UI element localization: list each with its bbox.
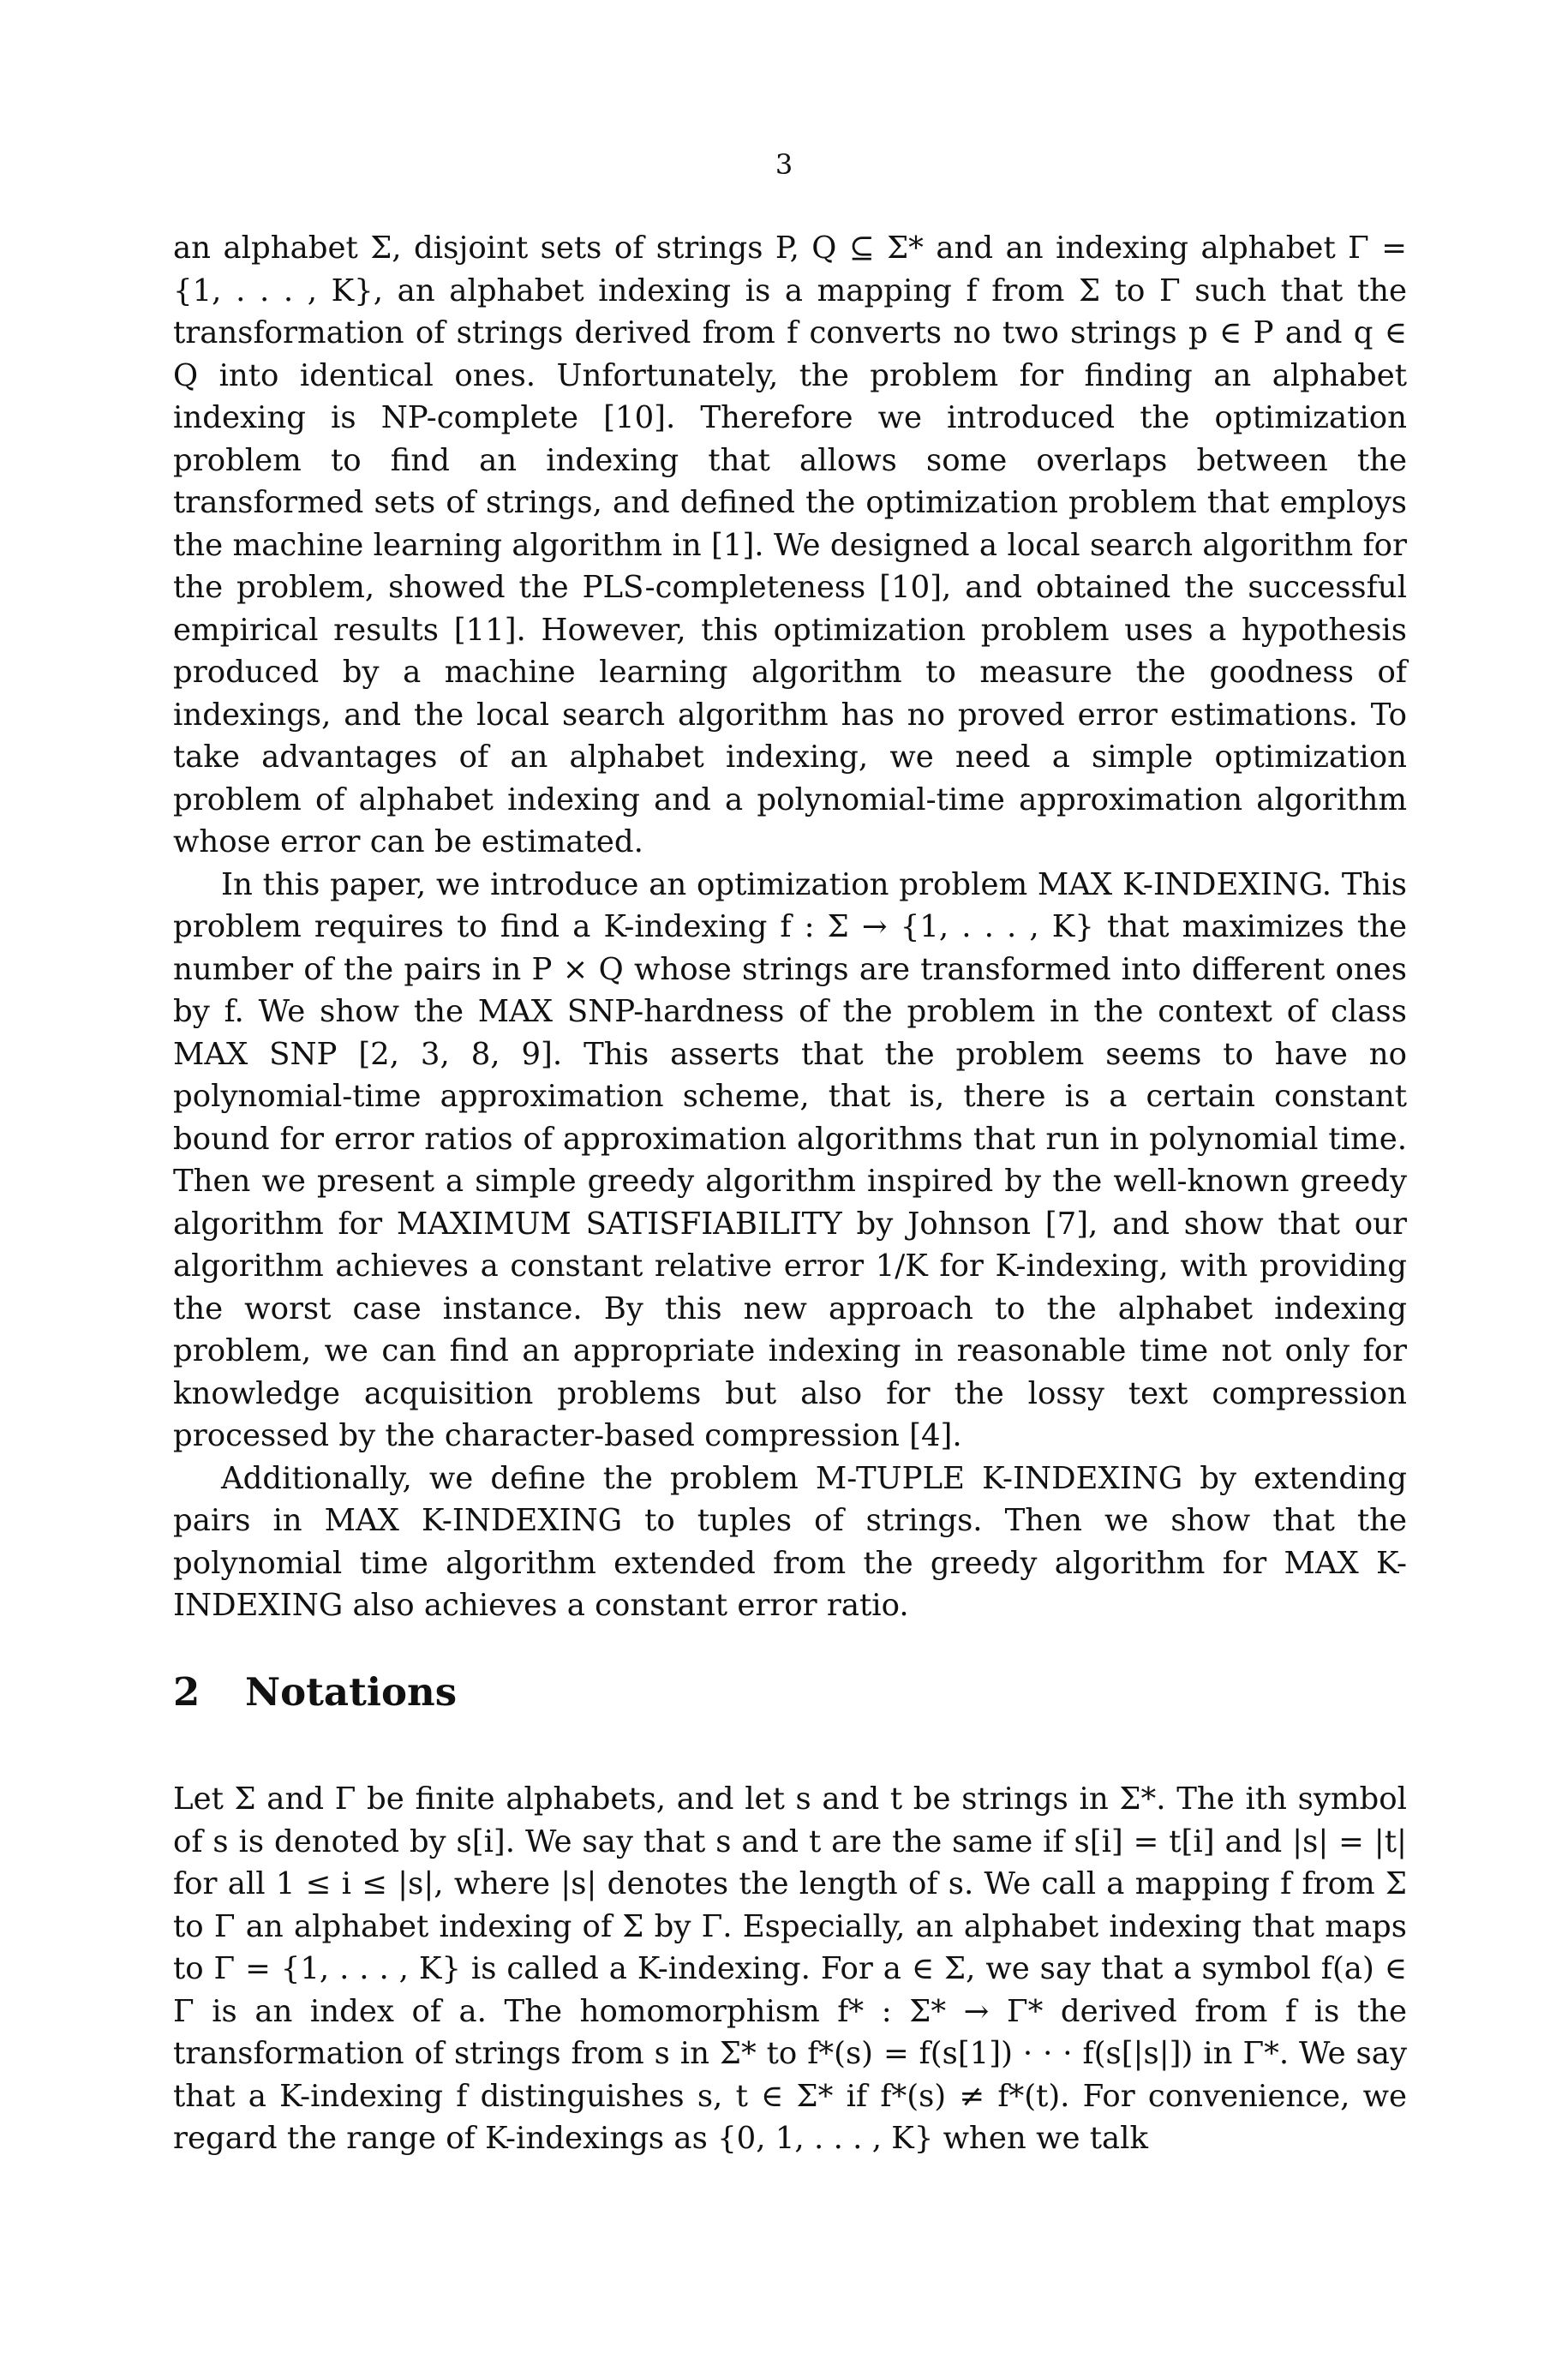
notations-body (173, 1778, 1407, 2160)
section-number: 2 (173, 1669, 200, 1715)
paragraph-m-tuple-indexing: Additionally, we define the problem M-TUPLE K-INDEXING by extending pairs in MAX K-INDEXING to tuples of strings. Then we show that the polynomial time algorithm extended from the greedy algorithm for MAX K-INDEXING also achieves a constant error ratio. (173, 1460, 1407, 1623)
introduction-body (173, 227, 1407, 1627)
section-title: Notations (245, 1669, 458, 1715)
section-heading (173, 1667, 1407, 1718)
paragraph-max-k-indexing: In this paper, we introduce an optimization problem MAX K-INDEXING. This problem requires to find a K-indexing f : Σ → {1, . . . , K} that maximizes the number of the pairs in P × Q whose strings are transformed into different ones by f. We show the MAX SNP-hardness of the problem in the context of class MAX SNP [2, 3, 8, 9]. This asserts that the problem seems to have no polynomial-time approximation scheme, that is, there is a certain constant bound for error ratios of approximation algorithms that run in polynomial time. Then we present a simple greedy algorithm inspired by the well-known greedy algorithm for MAXIMUM SATISFIABILITY by Johnson [7], and show that our algorithm achieves a constant relative error 1/K for K-indexing, with providing the worst case instance. By this new approach to the alphabet indexing problem, we can find an appropriate indexing in reasonable time not only for knowledge acquisition problems but also for the lossy text compression processed by the character-based compression [4]. (173, 866, 1407, 1453)
paragraph-notations: Let Σ and Γ be finite alphabets, and let s and t be strings in Σ*. The ith symbol of s is denoted by s[i]. We say that s and t are the same if s[i] = t[i] and |s| = |t| for all 1 ≤ i ≤ |s|, where |s| denotes the length of s. We call a mapping f from Σ to Γ an alphabet indexing of Σ by Γ. Especially, an alphabet indexing that maps to Γ = {1, . . . , K} is called a K-indexing. For a ∈ Σ, we say that a symbol f(a) ∈ Γ is an index of a. The homomorphism f* : Σ* → Γ* derived from f is the transformation of strings from s in Σ* to f*(s) = f(s[1]) · · · f(s[|s|]) in Γ*. We say that a K-indexing f distinguishes s, t ∈ Σ* if f*(s) ≠ f*(t). For convenience, we regard the range of K-indexings as {0, 1, . . . , K} when we talk (173, 1781, 1407, 2156)
page-number: 3 (775, 148, 793, 181)
paragraph-alphabet-indexing: an alphabet Σ, disjoint sets of strings P, Q ⊆ Σ* and an indexing alphabet Γ = {1, . . . , K}, an alphabet indexing is a mapping f from Σ to Γ such that the transformation of strings derived from f converts no two strings p ∈ P and q ∈ Q into identical ones. Unfortunately, the problem for finding an alphabet indexing is NP-complete [10]. Therefore we introduced the optimization problem to find an indexing that allows some overlaps between the transformed sets of strings, and defined the optimization problem that employs the machine learning algorithm in [1]. We designed a local search algorithm for the problem, showed the PLS-completeness [10], and obtained the successful empirical results [11]. However, this optimization problem uses a hypothesis produced by a machine learning algorithm to measure the goodness of indexings, and the local search algorithm has no proved error estimations. To take advantages of an alphabet indexing, we need a simple optimization problem of alphabet indexing and a polynomial-time approximation algorithm whose error can be estimated. (173, 231, 1407, 859)
